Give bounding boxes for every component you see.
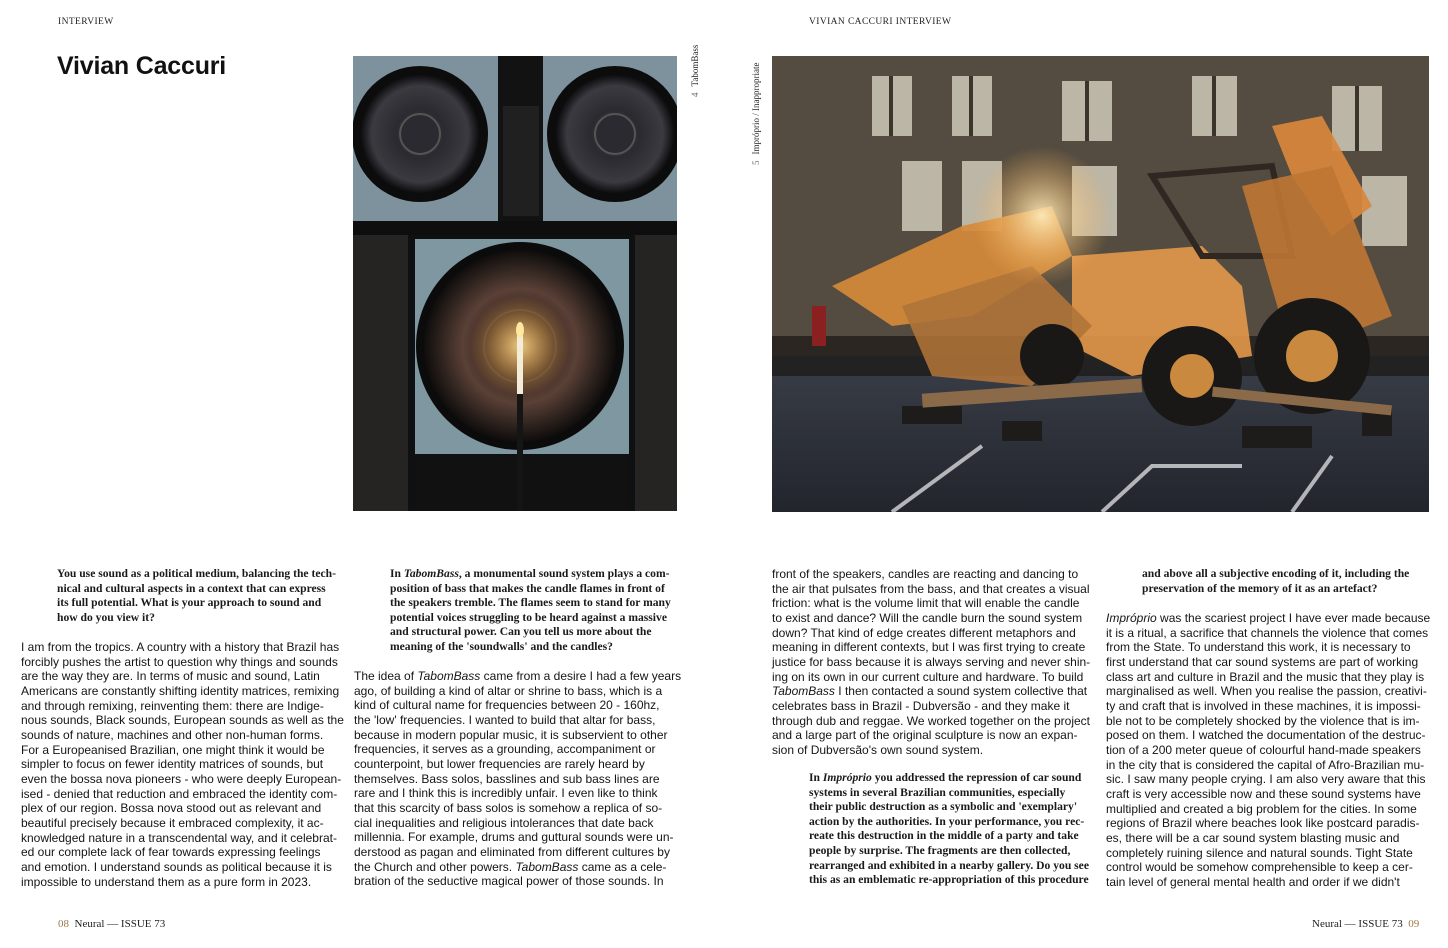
folio-text: Neural — ISSUE 73 (74, 918, 166, 930)
text-line: how do you view it? (57, 610, 155, 624)
text-line: themselves. Bass solos, basslines and sub bass lines are (354, 771, 660, 786)
work-title: Impróprio (1106, 611, 1157, 625)
text-line: the 'low' frequencies. I wanted to build that altar for bass, (354, 712, 656, 727)
text-line: it is a ritual, a sacrifice that channels the violence that comes (1106, 625, 1429, 640)
text-line: forcibly pushes the artist to question why things and sounds (21, 654, 338, 669)
text-line: preservation of the memory of it as an artefact? (1142, 581, 1378, 595)
text-line: through dub and reggae. We worked together on the project (772, 713, 1090, 728)
answer-2 (354, 669, 682, 889)
text-line: You use sound as a political medium, balancing the tech- (57, 567, 336, 580)
text-line: tain level of general mental health and order if we didn't (1106, 874, 1400, 889)
folio-right (1312, 918, 1419, 930)
text-line: For a Europeanised Brazilian, one might think it would be (21, 742, 325, 757)
text-line: Americans are constantly shifting identity matrices, remixing (21, 683, 340, 698)
text-line: control would be somehow comprehensible to keep a cer- (1106, 860, 1413, 875)
question-3 (809, 771, 1104, 888)
text-line: plex of our region. Bossa nova stood out as relevant and (21, 801, 322, 816)
answer-2-continued (772, 567, 1102, 758)
answer-3 (1106, 611, 1432, 889)
text-run: was the scariest project I have ever made because (1156, 611, 1431, 625)
photo-caption-5 (751, 63, 761, 165)
text-line: rare and I think this is incredibly unfair. I even like to think (354, 786, 658, 801)
text-line: millennia. For example, drums and guttural sounds were un- (354, 830, 674, 845)
work-title: TabomBass (515, 859, 579, 874)
folio-left (58, 918, 165, 930)
text-line: es, there will be a car sound system blasting music and (1106, 830, 1400, 845)
page-number: 09 (1408, 918, 1420, 930)
text-line: kind of cultural name for frequencies between 20 - 160hz, (354, 698, 660, 713)
text-line: and through remixing, reinventing them: there are Indige- (21, 698, 324, 713)
text-line: potential voices struggling to be heard against a massive (390, 610, 667, 624)
backhoe-photo (772, 56, 1429, 512)
text-line: this as an emblematic re-appropriation of this procedure (809, 873, 1089, 887)
text-run: came from a desire I had a few years (480, 669, 682, 683)
text-line: position of bass that makes the candle flames in front of (390, 581, 665, 595)
text-line: from the State. To understand this work, it is necessary to (1106, 640, 1411, 655)
caption-text: TabomBass (690, 44, 700, 87)
text-line: and emotion. I understand sounds as political because it is (21, 859, 332, 874)
text-line: the air that pulsates from the bass, and that creates a visual (772, 581, 1090, 596)
text-line: counterpoint, but lower frequencies are rarely heard by (354, 756, 645, 771)
text-line: ty and craft that is involved in these machines, it is impossi- (1106, 698, 1421, 713)
text-line: because in modern popular music, it is subservient to other (354, 727, 668, 742)
text-line: first understand that car sound systems are part of working (1106, 654, 1419, 669)
text-line: in the city that is considered the capital of Afro-Brazilian mu- (1106, 757, 1425, 772)
text-line: ago, of building a kind of altar or shrine to bass, which is a (354, 683, 663, 698)
text-run: I then contacted a sound system collective that (834, 684, 1088, 699)
text-line: and above all a subjective encoding of it, including the (1142, 567, 1410, 580)
work-title: Impróprio (822, 771, 872, 784)
text-line: knowledged nature in a transcendental way, and it celebrat- (21, 830, 337, 845)
text-line: its full potential. What is your approach to sound and (57, 596, 322, 610)
text-line: bration of the seductive magical power of those sounds. In (354, 874, 664, 889)
text-line: even the bossa nova pioneers - who were deeply European- (21, 771, 342, 786)
text-run: The idea of (354, 669, 418, 683)
running-head-left: INTERVIEW (58, 17, 114, 27)
question-1 (57, 567, 357, 625)
photo-caption-4 (690, 45, 700, 97)
text-line: down? That kind of edge creates different metaphors and (772, 625, 1076, 640)
running-head-right: VIVIAN CACCURI INTERVIEW (809, 17, 952, 27)
page-number: 08 (58, 918, 69, 930)
text-line: action by the authorities. In your performance, you rec- (809, 814, 1085, 828)
text-line: systems in several Brazilian communities, especially (809, 785, 1066, 799)
text-run: you addressed the repression of car sound (871, 771, 1082, 784)
work-title: TabomBass (772, 684, 835, 699)
text-line: and structural power. Can you tell us more about the (390, 625, 652, 639)
caption-number: 4 (690, 92, 700, 97)
text-line: front of the speakers, candles are reacting and dancing to (772, 567, 1079, 581)
text-line: cial inequalities and religious intolerances that date back (354, 815, 654, 830)
text-run: the Church and other powers. (354, 859, 516, 874)
question-3-continued (1142, 567, 1432, 596)
text-line: posed on them. I watched the documentation of the destruc- (1106, 728, 1426, 743)
text-line: I am from the tropics. A country with a history that Brazil has (21, 640, 340, 654)
text-line: that this scarcity of bass solos is somehow a replica of so- (354, 800, 663, 815)
text-run: In (390, 567, 404, 580)
text-line: sounds of nature, machines and other non-human forms. (21, 727, 324, 742)
text-line: sion of Dubversão's own sound system. (772, 742, 984, 757)
text-line: multiplied and created a big problem for the cities. In some (1106, 801, 1417, 816)
text-line: simpler to focus on fewer identity matrices of sounds, but (21, 757, 324, 772)
text-line: frequencies, it serves as a grounding, accompaniment or (354, 742, 656, 757)
question-2 (390, 567, 690, 655)
text-line: reate this destruction in the middle of a party and take (809, 829, 1079, 843)
text-line: ed our complete lack of fear towards expressing feelings (21, 845, 321, 860)
text-run: came as a cele- (578, 859, 667, 874)
text-line: completely ruining silence and natural sounds. Tight State (1106, 845, 1413, 860)
text-line: tion of a 200 meter queue of colourful hand-made speakers (1106, 742, 1421, 757)
text-line: are the way they are. In terms of music and sound, Latin (21, 669, 320, 684)
folio-text: Neural — ISSUE 73 (1312, 918, 1403, 930)
text-line: friction: what is the volume limit that will enable the candle (772, 596, 1080, 611)
text-line: and a large part of the original sculpture is now an expan- (772, 728, 1078, 743)
text-run: , a monumental sound system plays a com- (458, 567, 670, 580)
work-title: TabomBass (403, 567, 459, 580)
text-line: impossible to understand them as a pure form in 2023. (21, 874, 312, 889)
text-line: meaning of the 'soundwalls' and the candles? (390, 639, 613, 653)
text-line: ing on its own in our current culture and hardware. To build (772, 669, 1084, 684)
text-line: to exist and dance? Will the candle burn the sound system (772, 610, 1083, 625)
caption-number: 5 (751, 160, 761, 165)
work-title: TabomBass (417, 669, 481, 683)
text-line: regions of Brazil where beaches look like postcard paradis- (1106, 816, 1420, 831)
speaker-photo (353, 56, 677, 511)
article-title: Vivian Caccuri (57, 52, 227, 80)
text-line: nical and cultural aspects in a context that can express (57, 581, 326, 595)
text-line: ble not to be completely shocked by the violence that is im- (1106, 713, 1420, 728)
text-line: sic. I saw many people crying. I am also very aware that this (1106, 772, 1426, 787)
text-line: beautiful precisely because it embraced complexity, it ac- (21, 815, 324, 830)
caption-text: Impróprio / Inappropriate (751, 62, 761, 155)
text-line: meaning in different contexts, but I was first trying to create (772, 640, 1086, 655)
answer-1 (21, 640, 346, 889)
text-line: ised - denied that reduction and embraced the identity com- (21, 786, 338, 801)
text-line: craft is very accessible now and these sound systems have (1106, 786, 1421, 801)
text-line: people by surprise. The fragments are then collected, (809, 843, 1071, 857)
text-line: their public destruction as a symbolic and 'exemplary' (809, 800, 1078, 814)
text-line: rearranged and exhibited in a nearby gallery. Do you see (809, 858, 1089, 872)
text-line: class art and culture in Brazil and the music that they play is (1106, 669, 1425, 684)
text-run: In (809, 771, 823, 784)
text-line: marginalised as well. When you realise the passion, creativi- (1106, 684, 1427, 699)
text-line: derstood as pagan and eliminated from different cultures by (354, 844, 670, 859)
text-line: the speakers tremble. The flames seem to stand for many (390, 596, 671, 610)
text-line: celebrates bass in Brazil - Dubversão - and they make it (772, 698, 1070, 713)
text-line: justice for bass because it is always serving and never shin- (772, 654, 1091, 669)
text-line: nous sounds, Black sounds, European sounds as well as the (21, 713, 344, 728)
